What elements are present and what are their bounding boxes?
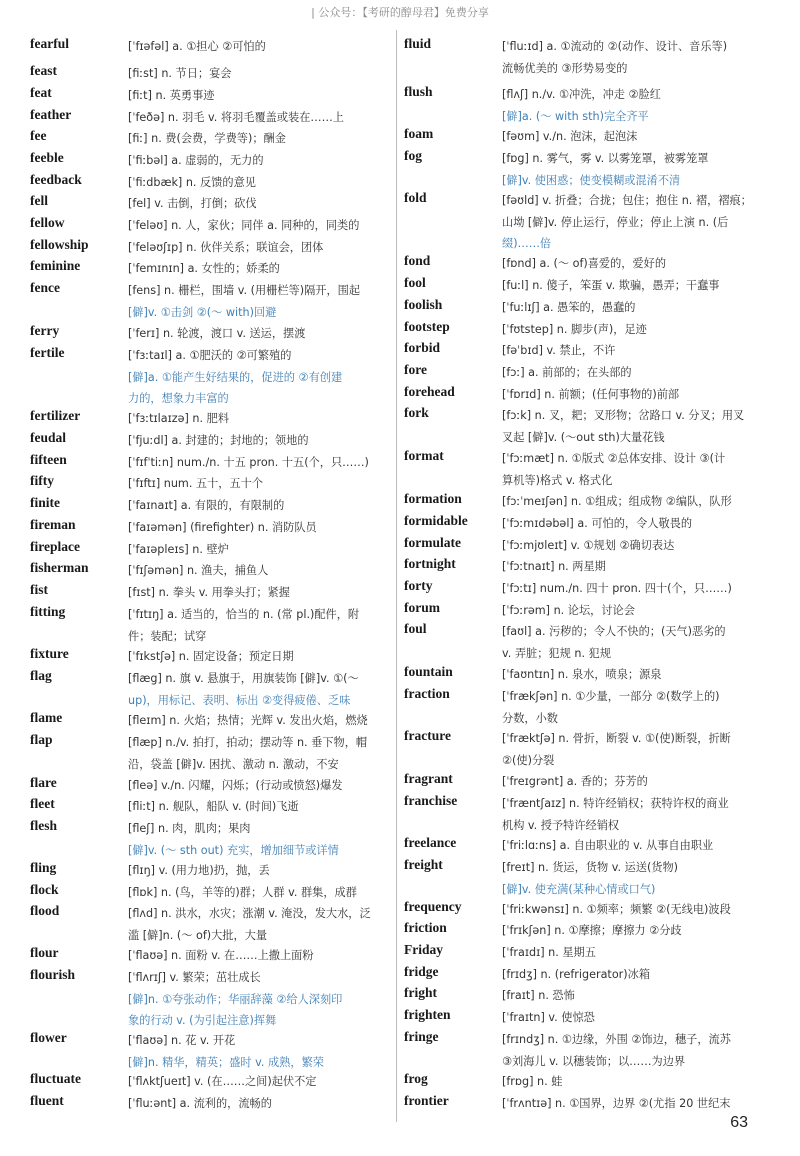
- headword: flock: [30, 882, 59, 897]
- headword: forehead: [404, 384, 455, 399]
- definition: [128, 775, 400, 797]
- definition-line: [fɔːˈmeɪʃən] n. ①组成；组成物 ②编队，队形: [502, 495, 732, 508]
- definition: [502, 319, 774, 341]
- headword: forum: [404, 600, 440, 615]
- definition: [128, 215, 400, 237]
- definition: [502, 1093, 774, 1115]
- definition-line: [ˈflʌrɪʃ] v. 繁荣；茁壮成长: [128, 971, 261, 984]
- headword: fell: [30, 193, 48, 208]
- definition-line: [frɒg] n. 蛙: [502, 1075, 563, 1088]
- headword: fluctuate: [30, 1071, 81, 1086]
- definition-line: v. 弄脏；犯规 n. 犯规: [502, 646, 611, 660]
- rare-meaning-line: [僻]a. ①能产生好结果的，促进的 ②有创建: [128, 370, 343, 384]
- definition-line: [fiː] n. 费(会费，学费等)；酬金: [128, 132, 286, 145]
- definition-line: [fleɪm] n. 火焰；热情；光辉 v. 发出火焰，燃烧: [128, 714, 368, 727]
- definition: [502, 84, 774, 127]
- definition: [502, 297, 774, 319]
- definition-line: [ˈflaʊə] n. 花 v. 开花: [128, 1034, 236, 1047]
- definition-line: 流畅优美的 ③形势易变的: [502, 61, 628, 75]
- definition-line: [ˈfrɪkʃən] n. ①摩擦；摩擦力 ②分歧: [502, 924, 682, 937]
- definition-line: [ˈfɔːtnaɪt] n. 两星期: [502, 560, 606, 573]
- definition: [128, 582, 400, 604]
- definition-line: ③刘海儿 v. 以穗装饰；以……为边界: [502, 1054, 686, 1068]
- definition: [128, 1071, 400, 1093]
- definition-line: 分数，小数: [502, 711, 558, 725]
- rare-meaning-line: 力的，想象力丰富的: [128, 392, 229, 405]
- definition: [128, 473, 400, 495]
- definition-line: [fɔːk] n. 叉，耙；叉形物；岔路口 v. 分叉；用叉: [502, 409, 745, 422]
- definition-line: [fɪst] n. 拳头 v. 用拳头打；紧握: [128, 586, 290, 599]
- definition: [128, 517, 400, 539]
- definition: [128, 63, 400, 85]
- headword: feast: [30, 63, 57, 78]
- definition-line: [ˈfiːdbæk] n. 反馈的意见: [128, 176, 256, 189]
- definition-line: [frɪndʒ] n. ①边缘，外围 ②饰边，穗子，流苏: [502, 1033, 731, 1046]
- definition: [502, 857, 774, 900]
- headword: foul: [404, 621, 427, 636]
- definition-line: [ˈfiːbəl] a. 虚弱的，无力的: [128, 154, 264, 167]
- definition: [128, 945, 400, 967]
- definition: [502, 728, 774, 771]
- headword: fridge: [404, 964, 439, 979]
- definition: [502, 448, 774, 491]
- definition-line: [ˈfɔːmɪdəbəl] a. 可怕的，令人敬畏的: [502, 517, 693, 530]
- headword: finite: [30, 495, 60, 510]
- definition: [502, 621, 774, 664]
- rare-meaning-line: [僻]n. 精华，精英；盛时 v. 成熟，繁荣: [128, 1055, 324, 1069]
- headword: fraction: [404, 686, 450, 701]
- definition-line: [fliːt] n. 舰队，船队 v. (时间)飞逝: [128, 800, 299, 813]
- definition: [502, 253, 774, 275]
- definition: [502, 556, 774, 578]
- rare-meaning-line: 象的行动 v. (为引起注意)挥舞: [128, 1014, 277, 1027]
- definition: [128, 85, 400, 107]
- definition: [128, 258, 400, 280]
- definition: [502, 405, 774, 448]
- definition-line: [ˈfʊtstep] n. 脚步(声)，足迹: [502, 323, 647, 336]
- definition: [128, 107, 400, 129]
- page-header: | 公众号：【考研的醇母君】免费分享: [311, 6, 489, 19]
- definition-line: [fleʃ] n. 肉，肌肉；果肉: [128, 822, 251, 835]
- headword: flare: [30, 775, 57, 790]
- definition-line: [ˈfaʊntɪn] n. 泉水，喷泉；源泉: [502, 668, 662, 681]
- definition: [128, 818, 400, 861]
- headword: fifty: [30, 473, 54, 488]
- definition: [502, 793, 774, 836]
- definition: [502, 686, 774, 729]
- headword: fearful: [30, 36, 69, 51]
- definition: [128, 732, 400, 775]
- definition: [128, 539, 400, 561]
- definition-line: [flʌd] n. 洪水，水灾；涨潮 v. 淹没，发大水，泛: [128, 907, 371, 920]
- definition-line: [ˈfræktʃə] n. 骨折，断裂 v. ①(使)断裂，折断: [502, 732, 731, 745]
- definition: [502, 835, 774, 857]
- headword: fitting: [30, 604, 66, 619]
- definition-line: [flæp] n./v. 拍打，拍动；摆动等 n. 垂下物，帽: [128, 736, 368, 749]
- definition-line: [frɪdʒ] n. (refrigerator)冰箱: [502, 968, 651, 981]
- definition: [128, 668, 400, 711]
- headword: formulate: [404, 535, 461, 550]
- headword: Friday: [404, 942, 443, 957]
- headword: fore: [404, 362, 427, 377]
- headword: fertilizer: [30, 408, 81, 423]
- definition: [502, 985, 774, 1007]
- definition-line: [ˈflaʊə] n. 面粉 v. 在……上撒上面粉: [128, 949, 314, 962]
- headword: flesh: [30, 818, 57, 833]
- definition-line: [ˈflʌktʃueɪt] v. (在……之间)起伏不定: [128, 1075, 317, 1088]
- headword: frontier: [404, 1093, 449, 1108]
- definition: [502, 964, 774, 986]
- definition-line: [flɪŋ] v. (用力地)扔，抛，丢: [128, 864, 270, 877]
- definition: [502, 942, 774, 964]
- definition-line: 叉起 [僻]v. (～out sth)大量花钱: [502, 430, 665, 444]
- headword: format: [404, 448, 444, 463]
- definition: [502, 36, 774, 79]
- definition: [128, 903, 400, 946]
- headword: footstep: [404, 319, 450, 334]
- definition: [502, 513, 774, 535]
- definition: [128, 967, 400, 1032]
- definition-line: [ˈfjuːdl] a. 封建的；封地的；领地的: [128, 434, 309, 447]
- headword: fluid: [404, 36, 432, 51]
- definition-line: [fɒnd] a. (～ of)喜爱的，爱好的: [502, 257, 667, 270]
- definition-line: [fleə] v./n. 闪耀，闪烁；(行动或愤怒)爆发: [128, 779, 343, 792]
- headword: fellow: [30, 215, 65, 230]
- definition-line: [fiːt] n. 英勇事迹: [128, 89, 215, 102]
- headword: flourish: [30, 967, 76, 982]
- definition-line: [ˈfɔːmjʊleɪt] v. ①规划 ②确切表达: [502, 539, 675, 552]
- definition: [128, 128, 400, 150]
- definition-line: [flɒk] n. (鸟，羊等的)群；人群 v. 群集，成群: [128, 886, 357, 899]
- definition-line: [ˈfɪftɪ] num. 五十，五十个: [128, 477, 264, 490]
- rare-meaning-line: [僻]n. ①夸张动作；华丽辞藻 ②给人深刻印: [128, 992, 343, 1006]
- rare-meaning-line: [僻]a. (～ with sth)完全齐平: [502, 109, 649, 123]
- headword: fence: [30, 280, 60, 295]
- definition-line: 件；装配；试穿: [128, 629, 207, 643]
- headword: fluent: [30, 1093, 64, 1108]
- definition: [128, 646, 400, 668]
- definition-line: [fɒg] n. 雾气，雾 v. 以雾笼罩，被雾笼罩: [502, 152, 709, 165]
- definition: [502, 600, 774, 622]
- definition-line: 滥 [僻]n. (～ of)大批，大量: [128, 928, 268, 942]
- rare-meaning-line: [僻]v. (～ sth out) 充实，增加细节或详情: [128, 843, 339, 857]
- headword: frighten: [404, 1007, 451, 1022]
- headword: ferry: [30, 323, 60, 338]
- definition-line: [ˈfeðə] n. 羽毛 v. 将羽毛覆盖或装在……上: [128, 111, 344, 124]
- definition-line: [ˈfriːkwənsɪ] n. ①频率；频繁 ②(无线电)波段: [502, 903, 731, 916]
- definition: [502, 1071, 774, 1093]
- definition-line: [ˈfɔːmæt] n. ①版式 ②总体安排、设计 ③(计: [502, 452, 726, 465]
- definition: [128, 323, 400, 345]
- definition: [502, 126, 774, 148]
- headword: forty: [404, 578, 433, 593]
- definition: [128, 882, 400, 904]
- headword: fringe: [404, 1029, 439, 1044]
- definition: [502, 1007, 774, 1029]
- definition-line: [ˈfɒrɪd] n. 前额；(任何事物的)前部: [502, 388, 680, 401]
- definition: [128, 430, 400, 452]
- headword: fireplace: [30, 539, 80, 554]
- definition-line: [ˈfraɪtn] v. 使惊恐: [502, 1011, 595, 1024]
- headword: flour: [30, 945, 59, 960]
- definition: [128, 172, 400, 194]
- headword: fleet: [30, 796, 55, 811]
- definition: [128, 345, 400, 410]
- headword: fond: [404, 253, 431, 268]
- definition: [128, 36, 400, 58]
- rare-meaning-line: [僻]v. ①击剑 ②(～ with)回避: [128, 305, 277, 319]
- definition-line: [fel] v. 击倒，打倒；砍伐: [128, 197, 257, 210]
- definition: [128, 710, 400, 732]
- headword: flower: [30, 1030, 67, 1045]
- definition: [502, 491, 774, 513]
- definition: [502, 148, 774, 191]
- definition: [502, 275, 774, 297]
- definition-line: [ˈfɜːtɪlaɪzə] n. 肥料: [128, 412, 230, 425]
- rare-meaning-line: [僻]v. 使充满(某种心情或口气): [502, 882, 656, 896]
- definition-line: [fiːst] n. 节日；宴会: [128, 67, 232, 80]
- rare-meaning-line: [僻]v. 使困惑；使变模糊或混淆不清: [502, 173, 681, 187]
- definition-line: [flæg] n. 旗 v. 悬旗于，用旗装饰 [僻]v. ①(～: [128, 672, 359, 685]
- headword: fold: [404, 190, 427, 205]
- headword: fixture: [30, 646, 69, 661]
- definition-line: [fuːl] n. 傻子，笨蛋 v. 欺骗，愚弄；干蠢事: [502, 279, 720, 292]
- headword: fracture: [404, 728, 451, 743]
- headword: fellowship: [30, 237, 89, 252]
- definition: [502, 340, 774, 362]
- headword: fragrant: [404, 771, 453, 786]
- definition-line: [fəʊld] v. 折叠；合拢；包住；抱住 n. 褶，褶痕；: [502, 194, 752, 207]
- definition-line: 山坳 [僻]v. 停止运行，停业；停止上演 n. (后: [502, 215, 729, 229]
- definition: [128, 860, 400, 882]
- definition-line: [ˈfɪtɪŋ] a. 适当的，恰当的 n. (常 pl.)配件，附: [128, 608, 360, 621]
- definition-line: [ˈfaɪəmən] (firefighter) n. 消防队员: [128, 521, 317, 534]
- headword: franchise: [404, 793, 458, 808]
- definition: [502, 578, 774, 600]
- definition-line: [ˈfrʌntɪə] n. ①国界，边界 ②(尤指 20 世纪末: [502, 1097, 731, 1110]
- definition: [128, 1030, 400, 1073]
- definition: [502, 771, 774, 793]
- definition-line: [freɪt] n. 货运，货物 v. 运送(货物): [502, 861, 679, 874]
- headword: feminine: [30, 258, 81, 273]
- headword: fountain: [404, 664, 453, 679]
- definition: [502, 664, 774, 686]
- definition-line: [ˈfriːlɑːns] a. 自由职业的 v. 从事自由职业: [502, 839, 714, 852]
- headword: fisherman: [30, 560, 89, 575]
- headword: flame: [30, 710, 63, 725]
- definition-line: [ˈfɔːtɪ] num./n. 四十 pron. 四十(个，只……): [502, 582, 732, 595]
- definition-line: [ˈfɜːtaɪl] a. ①肥沃的 ②可繁殖的: [128, 349, 292, 362]
- headword: fork: [404, 405, 429, 420]
- headword: feedback: [30, 172, 82, 187]
- definition: [502, 920, 774, 942]
- definition-line: [ˈfɪʃəmən] n. 渔夫，捕鱼人: [128, 564, 269, 577]
- definition: [502, 362, 774, 384]
- definition-line: [ˈfraɪdɪ] n. 星期五: [502, 946, 596, 959]
- definition: [128, 604, 400, 647]
- definition-line: [faʊl] a. 污秽的；令人不快的；(天气)恶劣的: [502, 625, 726, 638]
- headword: flap: [30, 732, 53, 747]
- definition-line: [ˈfluːɪd] a. ①流动的 ②(动作、设计、音乐等): [502, 40, 728, 53]
- definition: [128, 452, 400, 474]
- definition-line: [ˈfɔːrəm] n. 论坛，讨论会: [502, 604, 635, 617]
- definition: [128, 237, 400, 259]
- headword: freelance: [404, 835, 457, 850]
- definition: [128, 150, 400, 172]
- definition-line: [ˈfeləʊ] n. 人，家伙；同伴 a. 同种的，同类的: [128, 219, 360, 232]
- definition-line: 机构 v. 授予特许经销权: [502, 818, 620, 832]
- definition: [128, 408, 400, 430]
- headword: forbid: [404, 340, 441, 355]
- headword: flush: [404, 84, 433, 99]
- definition-line: [fəˈbɪd] v. 禁止，不许: [502, 344, 616, 357]
- definition: [128, 280, 400, 323]
- headword: fee: [30, 128, 47, 143]
- headword: foolish: [404, 297, 443, 312]
- definition-line: [ˈfreɪgrənt] a. 香的；芬芳的: [502, 775, 648, 788]
- definition-line: [ˈfɪkstʃə] n. 固定设备；预定日期: [128, 650, 294, 663]
- headword: fright: [404, 985, 437, 1000]
- definition: [502, 535, 774, 557]
- definition: [502, 899, 774, 921]
- definition-line: [ˈfuːlɪʃ] a. 愚笨的，愚蠢的: [502, 301, 636, 314]
- headword: fist: [30, 582, 48, 597]
- definition-line: [ˈfluːənt] a. 流利的，流畅的: [128, 1097, 272, 1110]
- headword: fireman: [30, 517, 76, 532]
- rare-meaning-line: 缀)……倍: [502, 237, 552, 250]
- definition: [502, 384, 774, 406]
- headword: fortnight: [404, 556, 456, 571]
- headword: feather: [30, 107, 72, 122]
- definition-line: [ˈfræntʃaɪz] n. 特许经销权；获特许权的商业: [502, 797, 729, 810]
- definition: [128, 560, 400, 582]
- definition-line: [ˈfaɪnaɪt] a. 有限的，有限制的: [128, 499, 285, 512]
- definition: [128, 796, 400, 818]
- definition: [502, 1029, 774, 1072]
- headword: feudal: [30, 430, 67, 445]
- definition: [128, 193, 400, 215]
- definition-line: [fɔː] a. 前部的；在头部的: [502, 366, 632, 379]
- headword: friction: [404, 920, 447, 935]
- definition-line: [ˈfɪfˈtiːn] num./n. 十五 pron. 十五(个，只……): [128, 456, 369, 469]
- definition-line: [fraɪt] n. 恐怖: [502, 989, 575, 1002]
- definition-line: [ˈferɪ] n. 轮渡，渡口 v. 送运，摆渡: [128, 327, 306, 340]
- definition-line: [ˈfrækʃən] n. ①少量，一部分 ②(数学上的): [502, 690, 720, 703]
- headword: fog: [404, 148, 422, 163]
- headword: freight: [404, 857, 443, 872]
- headword: fool: [404, 275, 426, 290]
- definition: [128, 495, 400, 517]
- headword: formidable: [404, 513, 468, 528]
- headword: fertile: [30, 345, 65, 360]
- rare-meaning-line: up)，用标记、表明、标出 ②变得疲倦、乏味: [128, 693, 351, 707]
- headword: formation: [404, 491, 462, 506]
- definition-line: [ˈfɪəfəl] a. ①担心 ②可怕的: [128, 40, 266, 53]
- definition-line: ②(使)分裂: [502, 753, 555, 767]
- page-number: 63: [730, 1114, 748, 1131]
- definition: [128, 1093, 400, 1115]
- headword: flag: [30, 668, 52, 683]
- headword: fifteen: [30, 452, 67, 467]
- definition-line: [fəʊm] v./n. 泡沫，起泡沫: [502, 130, 638, 143]
- definition-line: [ˈfaɪəpleɪs] n. 壁炉: [128, 543, 229, 556]
- headword: flood: [30, 903, 60, 918]
- definition-line: [ˈfeləʊʃɪp] n. 伙伴关系；联谊会，团体: [128, 241, 324, 254]
- headword: feat: [30, 85, 52, 100]
- definition: [502, 190, 774, 255]
- headword: feeble: [30, 150, 64, 165]
- headword: frequency: [404, 899, 462, 914]
- column-divider: [396, 30, 397, 1122]
- definition-line: 算机等)格式 v. 格式化: [502, 473, 613, 487]
- definition-line: 沿，袋盖 [僻]v. 困扰、激动 n. 激动，不安: [128, 757, 339, 771]
- definition-line: [flʌʃ] n./v. ①冲洗，冲走 ②脸红: [502, 88, 661, 101]
- definition-line: [ˈfemɪnɪn] a. 女性的；娇柔的: [128, 262, 280, 275]
- headword: fling: [30, 860, 57, 875]
- headword: frog: [404, 1071, 428, 1086]
- definition-line: [fens] n. 栅栏，围墙 v. (用栅栏等)隔开，围起: [128, 284, 361, 297]
- headword: foam: [404, 126, 434, 141]
